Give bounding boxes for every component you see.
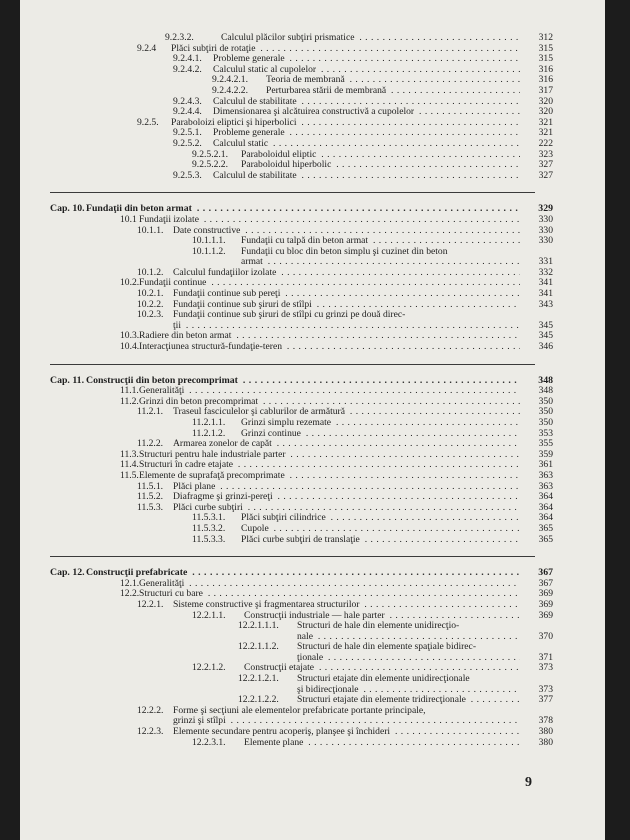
entry-number: 9.2.4.1. [173,53,202,65]
entry-number: 12.2.1.1. [192,609,226,621]
entry-page: 364 [538,501,553,513]
entry-page: 367 [538,567,553,579]
entry-page: 320 [538,95,553,107]
entry-title: Forme şi secţiuni ale elementelor prefabricate portante principale, [173,705,426,716]
entry-title: Fundaţii cu bloc din beton simplu şi cuzinet din beton [241,246,448,257]
entry-page: 222 [538,137,553,149]
table-of-contents [20,33,605,748]
entry-page: 369 [538,598,553,610]
entry-number: 11.2.1. [137,406,164,418]
entry-number: 11.2.1.1. [192,417,226,428]
entry-page: 363 [538,469,553,481]
entry-page: 315 [538,53,553,65]
toc-entry [20,727,605,738]
entry-title: Calculul de stabilitate [213,170,297,181]
entry-number: 12.2.1.1.2. [238,641,279,653]
toc-entry [20,642,605,653]
entry-title: Plăci subţiri cilindrice [241,513,326,524]
toc-entry [20,268,605,279]
entry-page: 321 [538,116,553,128]
entry-number: 12.2.1. [137,598,164,610]
entry-title: Construcţii etajate [244,663,315,674]
entry-page: 316 [538,74,553,86]
section-divider [50,556,535,557]
entry-title: Sisteme constructive şi fragmentarea structurilor [173,599,360,610]
entry-page: 345 [538,319,553,331]
entry-number: 11.5.2. [137,491,164,503]
entry-title: Elemente plane [244,737,304,748]
toc-entry [20,535,605,546]
toc-entry [20,621,605,632]
toc-entry [20,632,605,643]
entry-title: Structuri cu bare [139,589,203,600]
entry-number: 9.2.5.2.1. [192,148,228,160]
entry-title: Elemente secundare pentru acoperiş, planşee şi închideri [173,727,391,738]
toc-entry [20,471,605,482]
entry-number: 12.2.1.2.2. [238,694,279,706]
toc-entry [20,460,605,471]
section-divider [50,364,535,365]
entry-page: 365 [538,533,553,545]
entry-page: 355 [538,438,553,450]
entry-title: Cupole [241,523,269,534]
entry-number: 10.3. [120,330,140,342]
entry-number: 10.2.2. [137,298,164,310]
entry-title: Construcţii prefabricate [86,568,188,579]
entry-title: Grinzi continue [241,428,301,439]
entry-number: 10.1.1.1. [192,235,226,247]
entry-title: Dimensionarea şi alcătuirea constructivă a cupolelor [213,107,415,118]
entry-page: 364 [538,491,553,503]
entry-page: 350 [538,395,553,407]
entry-page: 348 [538,374,553,386]
entry-number: 10.4. [120,341,140,353]
entry-page: 373 [538,662,553,674]
entry-number: 11.2. [120,395,139,407]
entry-page: 371 [538,651,553,663]
toc-entry [20,386,605,397]
toc-entry [20,33,605,44]
entry-page: 327 [538,169,553,181]
entry-title: Structuri de hale din elemente spaţiale bidirec- [297,642,477,653]
entry-page: 312 [538,32,553,43]
entry-page: 378 [538,715,553,727]
entry-number: 9.2.4.3. [173,95,202,107]
entry-number: 12.1. [120,577,140,589]
entry-title: Generalităţi [139,386,185,397]
toc-entry [20,331,605,342]
entry-title: Interacţiunea structură-fundaţie-teren [139,342,283,353]
entry-title: Date constructive [173,225,241,236]
entry-page: 369 [538,609,553,621]
entry-page: 359 [538,448,553,460]
toc-entry [20,450,605,461]
toc-entry [20,503,605,514]
toc-entry [20,171,605,182]
toc-entry [20,674,605,685]
toc-entry [20,321,605,332]
entry-page: 343 [538,298,553,310]
entry-page: 373 [538,683,553,695]
entry-title: grinzi şi stîlpi [173,716,226,727]
entry-number: 9.2.4.2. [173,63,202,75]
entry-title: Plăci subţiri de rotaţie [171,43,256,54]
toc-entry [20,706,605,717]
entry-number: 12.2. [120,588,140,600]
toc-entry [20,118,605,129]
toc-entry [20,236,605,247]
entry-page: 346 [538,341,553,353]
entry-page: 361 [538,459,553,471]
entry-number: 9.2.4.4. [173,106,202,118]
entry-number: 9.2.4.2.2. [212,84,248,96]
entry-title: Structuri etajate din elemente tridirecţionale [297,695,466,706]
entry-page: 330 [538,235,553,247]
toc-entry [20,86,605,97]
toc-entry [20,247,605,258]
toc-entry [20,65,605,76]
entry-title: Traseul fasciculelor şi cablurilor de armătură [173,407,346,418]
entry-number: 10.1.2. [137,266,164,278]
entry-page: 332 [538,266,553,278]
toc-entry [20,75,605,86]
entry-title: armat [241,257,263,268]
entry-number: Cap. 11. [50,374,85,386]
entry-title: Fundaţii cu talpă din beton armat [241,236,369,247]
entry-title: Diafragme şi grinzi-pereţi [173,492,273,503]
entry-number: 11.5.3.1. [192,512,226,524]
entry-title: ţii [173,320,181,331]
toc-entry [20,524,605,535]
toc-entry [20,278,605,289]
entry-number: 12.2.1.2. [192,662,226,674]
toc-entry [20,685,605,696]
entry-title: Construcţii din beton precomprimat [86,375,238,386]
toc-entry [20,653,605,664]
entry-page: 353 [538,427,553,439]
entry-page: 348 [538,385,553,397]
toc-entry [20,407,605,418]
entry-title: Structuri de hale din elemente unidirecţio- [297,621,460,632]
chapter-entry [20,376,605,387]
toc-entry [20,139,605,150]
toc-entry [20,128,605,139]
entry-title: Fundaţii din beton armat [86,204,192,215]
entry-title: Armarea zonelor de capăt [173,439,272,450]
entry-title: Fundaţii continue [139,278,207,289]
entry-title: Structuri pentru hale industriale parter [139,449,286,460]
toc-entry [20,492,605,503]
entry-title: Calculul fundaţiilor izolate [173,267,277,278]
entry-page: 331 [538,256,553,268]
entry-title: Calculul static [213,138,269,149]
entry-number: 9.2.5. [137,116,159,128]
entry-number: Cap. 10. [50,203,85,215]
toc-entry [20,513,605,524]
entry-number: 11.2.1.2. [192,427,226,439]
entry-number: 12.2.1.1.1. [238,620,279,632]
entry-page: 350 [538,417,553,428]
toc-entry [20,738,605,749]
entry-title: Fundaţii continue sub pereţi [173,289,281,300]
entry-title: Grinzi simplu rezemate [241,418,332,428]
page-number: 9 [525,775,532,790]
toc-entry [20,579,605,590]
entry-number: 12.2.3. [137,726,164,738]
chapter-entry [20,204,605,215]
entry-page: 327 [538,159,553,171]
entry-title: Teoria de membrană [266,75,345,86]
entry-page: 330 [538,213,553,225]
toc-entry [20,97,605,108]
entry-number: 9.2.5.2.2. [192,159,228,171]
entry-number: 10.1.1.2. [192,245,226,257]
entry-number: 9.2.5.2. [173,137,202,149]
entry-title: Paraboloidul hiperbolic [241,160,332,171]
toc-entry [20,289,605,300]
entry-number: 12.2.3.1. [192,736,226,748]
entry-number: 9.2.4 [137,42,157,54]
entry-title: Radiere din beton armat [139,331,232,342]
entry-number: 11.5.3. [137,501,164,513]
entry-title: Construcţii industriale — hale parter [244,610,385,621]
entry-number: 11.5.1. [137,480,164,492]
toc-entry [20,482,605,493]
entry-page: 330 [538,224,553,236]
entry-title: Calculul de stabilitate [213,96,297,107]
toc-entry [20,54,605,65]
toc-entry [20,215,605,226]
entry-number: 12.2.2. [137,704,164,716]
entry-number: 11.1. [120,385,139,397]
entry-page: 345 [538,330,553,342]
entry-page: 370 [538,630,553,642]
entry-page: 329 [538,203,553,215]
toc-entry [20,310,605,321]
entry-title: Generalităţi [139,578,185,589]
chapter-entry [20,568,605,579]
toc-entry [20,44,605,55]
entry-page: 341 [538,277,553,289]
entry-number: 9.2.5.3. [173,169,202,181]
toc-entry [20,663,605,674]
entry-title: Structuri în cadre etajate [139,460,234,471]
entry-title: şi bidirecţionale [297,684,359,695]
toc-entry [20,257,605,268]
toc-entry [20,418,605,429]
entry-number: 9.2.3.2. [165,32,194,43]
entry-page: 320 [538,106,553,118]
entry-title: ţionale [297,652,324,663]
toc-entry [20,300,605,311]
entry-number: 10.1 [120,213,137,225]
entry-number: 10.2.1. [137,288,164,300]
entry-title: Fundaţii continue sub şiruri de stîlpi [173,299,312,310]
entry-number: 10.2.3. [137,309,164,321]
entry-number: 11.5. [120,469,139,481]
entry-number: 11.5.3.2. [192,522,226,534]
entry-title: Probleme generale [213,128,285,139]
entry-number: 10.2. [120,277,140,289]
entry-page: 341 [538,288,553,300]
toc-entry [20,695,605,706]
entry-page: 317 [538,84,553,96]
entry-title: Structuri etajate din elemente unidirecţionale [297,674,470,685]
entry-number: 11.2.2. [137,438,164,450]
toc-entry [20,429,605,440]
entry-page: 316 [538,63,553,75]
entry-title: nale [297,631,313,642]
entry-page: 364 [538,512,553,524]
toc-entry [20,589,605,600]
entry-title: Probleme generale [213,54,285,65]
entry-number: 11.5.3.3. [192,533,226,545]
entry-page: 369 [538,588,553,600]
toc-entry [20,150,605,161]
entry-title: Fundaţii continue sub şiruri de stîlpi cu grinzi pe două direc- [173,310,406,321]
entry-page: 363 [538,480,553,492]
entry-title: Perturbarea stării de membrană [266,85,387,96]
entry-page: 365 [538,522,553,534]
toc-entry [20,342,605,353]
toc-entry [20,107,605,118]
entry-page: 321 [538,127,553,139]
entry-page: 350 [538,406,553,418]
entry-page: 367 [538,577,553,589]
entry-number: 11.3. [120,448,139,460]
entry-number: 10.1.1. [137,224,164,236]
entry-number: 12.2.1.2.1. [238,673,279,685]
entry-page: 323 [538,148,553,160]
entry-page: 315 [538,42,553,54]
entry-title: Elemente de suprafaţă precomprimate [139,470,285,481]
entry-number: Cap. 12. [50,567,85,579]
entry-title: Paraboloidul eliptic [241,149,317,160]
book-page [20,0,605,840]
entry-title: Plăci curbe subţiri [173,502,243,513]
entry-title: Plăci curbe subţiri de translaţie [241,534,360,545]
entry-title: Grinzi din beton precomprimat [139,396,259,407]
toc-entry [20,160,605,171]
toc-entry [20,226,605,237]
toc-entry [20,600,605,611]
entry-title: Calculul static al cupolelor [213,64,317,75]
section-divider [50,192,535,193]
entry-page: 377 [538,694,553,706]
toc-entry [20,716,605,727]
entry-number: 11.4. [120,459,139,471]
entry-title: Calculul plăcilor subţiri prismatice [221,33,355,43]
toc-entry [20,397,605,408]
entry-number: 9.2.5.1. [173,127,202,139]
toc-entry [20,611,605,622]
entry-title: Paraboloizi eliptici şi hiperbolici [171,117,297,128]
toc-entry [20,439,605,450]
entry-title: Plăci plane [173,481,216,492]
entry-number: 9.2.4.2.1. [212,74,248,86]
entry-title: Fundaţii izolate [139,214,199,225]
entry-page: 380 [538,726,553,738]
entry-page: 380 [538,736,553,748]
